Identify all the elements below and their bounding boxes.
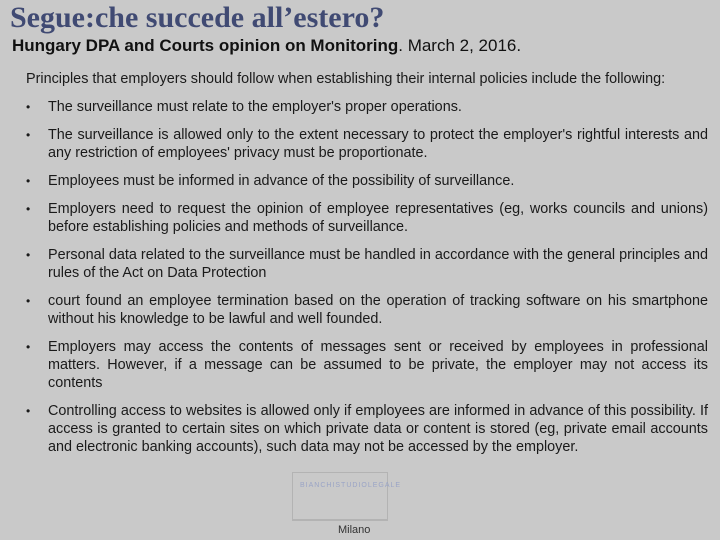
list-item — [26, 200, 708, 236]
list-item-text: The surveillance must relate to the employer's proper operations. — [48, 99, 462, 115]
slide-body — [26, 70, 708, 466]
firm-logo-frame — [292, 472, 388, 520]
slide-title: Segue:che succede all’estero? — [10, 1, 385, 34]
list-item — [26, 402, 708, 456]
list-item — [26, 338, 708, 392]
list-item — [26, 246, 708, 282]
list-item — [26, 126, 708, 162]
firm-logo: BIANCHISTUDIOLEGALE — [300, 482, 402, 489]
footer-city: Milano — [338, 524, 371, 536]
list-item-text: Personal data related to the surveillance must be handled in accordance with the general principles and rules of the Act on Data Protection — [48, 247, 708, 281]
logo-divider — [292, 520, 388, 521]
list-item-text: Employees must be informed in advance of the possibility of surveillance. — [48, 173, 515, 189]
bullet-icon: • — [26, 294, 31, 308]
bullet-icon: • — [26, 248, 31, 262]
bullet-icon: • — [26, 174, 31, 188]
list-item-text: Employers may access the contents of messages sent or received by employees in professional matters. However, if a message can be assumed to be private, the employer may not access its contents — [48, 339, 708, 391]
bullet-icon: • — [26, 100, 31, 114]
principles-list — [26, 98, 708, 456]
bullet-icon: • — [26, 404, 31, 418]
list-item-text: The surveillance is allowed only to the extent necessary to protect the employer's rightful interests and any restriction of employees' privacy must be proportionate. — [48, 127, 708, 161]
list-item — [26, 172, 708, 190]
list-item-text: court found an employee termination based on the operation of tracking software on his smartphone without his knowledge to be lawful and well founded. — [48, 293, 708, 327]
list-item — [26, 292, 708, 328]
slide-subtitle — [12, 36, 521, 56]
subtitle-bold: Hungary DPA and Courts opinion on Monitoring — [12, 36, 399, 55]
bullet-icon: • — [26, 340, 31, 354]
list-item — [26, 98, 708, 116]
intro-paragraph: Principles that employers should follow when establishing their internal policies include the following: — [26, 71, 666, 87]
bullet-icon: • — [26, 128, 31, 142]
list-item-text: Employers need to request the opinion of employee representatives (eg, works councils and unions) before establishing policies and methods of surveillance. — [48, 201, 708, 235]
subtitle-date: . March 2, 2016. — [398, 36, 522, 55]
list-item-text: Controlling access to websites is allowed only if employees are informed in advance of this possibility. If access is granted to certain sites on which private data or content is stored (eg, private email accounts and electronic banking accounts), such data may not be accessed by the employer. — [48, 403, 708, 455]
bullet-icon: • — [26, 202, 31, 216]
